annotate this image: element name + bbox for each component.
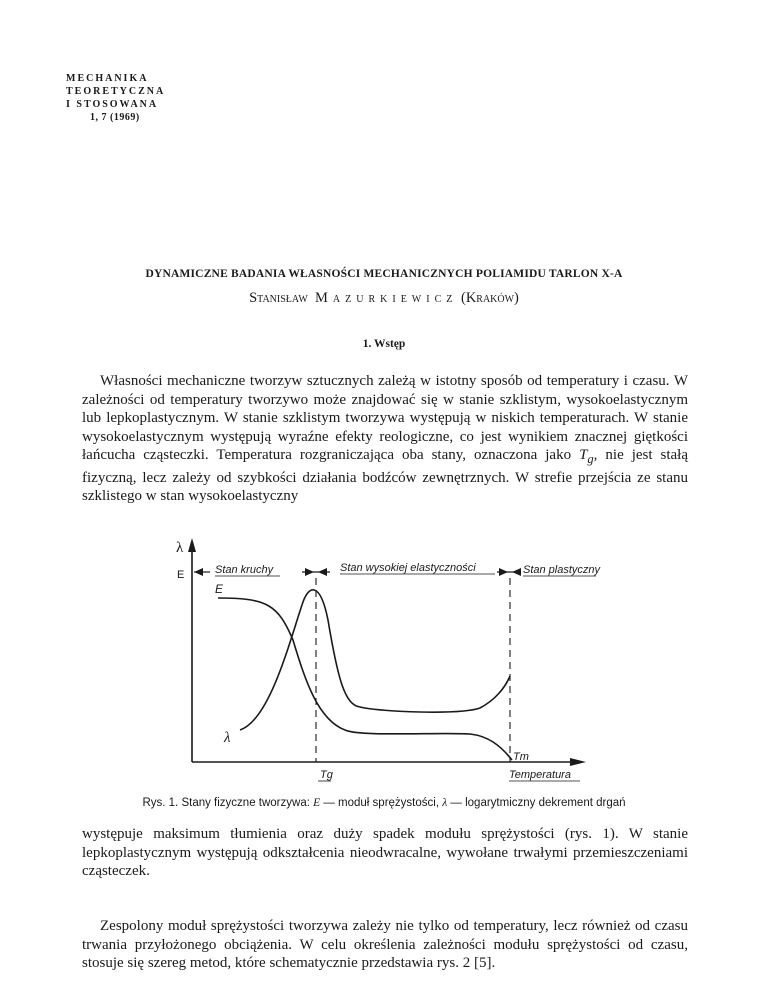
region-tg-arrowhead-left-icon — [305, 568, 314, 576]
tg-subscript: g — [587, 452, 594, 466]
modulus-curve — [218, 598, 512, 760]
region-label-high-elasticity: Stan wysokiej elastyczności — [340, 562, 476, 574]
y-axis-arrow-icon — [188, 538, 196, 552]
x-axis-arrow-icon — [570, 758, 586, 766]
section-heading: 1. Wstęp — [362, 338, 406, 350]
paragraph-intro-part1: Własności mechaniczne tworzyw sztucznych zależą w istotny sposób od temperatury i czasu. W zależności od temperatury tworzywo może znajdować się w stanie szklistym, wysokoelastycznym lub lepkoplastycznym. W stanie szklistym tworzywa występują w niskich temperaturach. W stanie wysokoelastycznym występują wyraźne efekty reologiczne, co jest wynikiem znacznej giętkości łańcucha cząsteczki. Temperatura rozgraniczająca oba stany, oznaczona jako — [82, 373, 688, 463]
figure-caption — [0, 797, 768, 809]
damping-curve — [240, 590, 510, 730]
y-axis-label: λ — [176, 540, 184, 556]
author-first-name: Stanisław — [249, 290, 308, 306]
tm-label: Tm — [513, 751, 529, 763]
author-affiliation: (Kraków) — [460, 290, 519, 306]
region-label-plastic: Stan plastyczny — [523, 564, 601, 576]
journal-name-line3: I STOSOWANA — [66, 99, 159, 110]
author-last-name: Mazurkiewicz — [315, 290, 458, 306]
paragraph-modulus: Zespolony moduł sprężystości tworzywa zależy nie tylko od temperatury, lecz również od czasu trwania przyłożonego obciążenia. W celu określenia zależności modułu sprężystości od czasu, stosuje się szereg metod, które schematycznie przedstawia rys. 2 [5]. — [82, 918, 688, 971]
tg-label: Tg — [320, 769, 333, 781]
region-label-brittle: Stan kruchy — [215, 564, 274, 576]
x-axis-label: Temperatura — [509, 769, 571, 781]
paragraph-damping: występuje maksimum tłumienia oraz duży spadek modułu sprężystości (rys. 1). W stanie lepkoplastycznym występują odkształcenia nieodwracalne, wywołane trwałymi przemieszczeniami cząsteczek. — [82, 826, 688, 879]
journal-volume: 1, 7 (1969) — [90, 112, 140, 123]
caption-desc-lambda: — logarytmiczny dekrement drgań — [447, 797, 626, 809]
journal-name-line2: TEORETYCZNA — [66, 86, 166, 97]
caption-symbol-lambda: λ — [442, 797, 448, 809]
caption-desc-e: — moduł sprężystości, — [320, 797, 443, 809]
region-tm-arrowhead-left-icon — [499, 568, 508, 576]
caption-prefix: Rys. 1. Stany fizyczne tworzywa: — [142, 797, 314, 809]
caption-symbol-e: E — [313, 797, 321, 809]
damping-curve-label: λ — [224, 730, 231, 746]
region-tg-arrowhead-right-icon — [318, 568, 327, 576]
journal-name-line1: MECHANIKA — [66, 73, 149, 84]
modulus-curve-label: E — [215, 582, 224, 596]
region-left-arrowhead-icon — [194, 568, 203, 576]
paper-title: DYNAMICZNE BADANIA WŁASNOŚCI MECHANICZNYCH POLIAMIDU TARLON X-A — [145, 268, 623, 280]
region-tm-arrowhead-right-icon — [512, 568, 521, 576]
tg-symbol: T — [579, 447, 588, 463]
paragraph-intro-part2: , nie jest stałą fizyczną, lecz zależy od szybkości działania bodźców zewnętrznych. W strefie przejścia ze stanu szklistego w stan wysokoelastyczny — [82, 447, 688, 504]
e-axis-label: E — [177, 569, 185, 581]
